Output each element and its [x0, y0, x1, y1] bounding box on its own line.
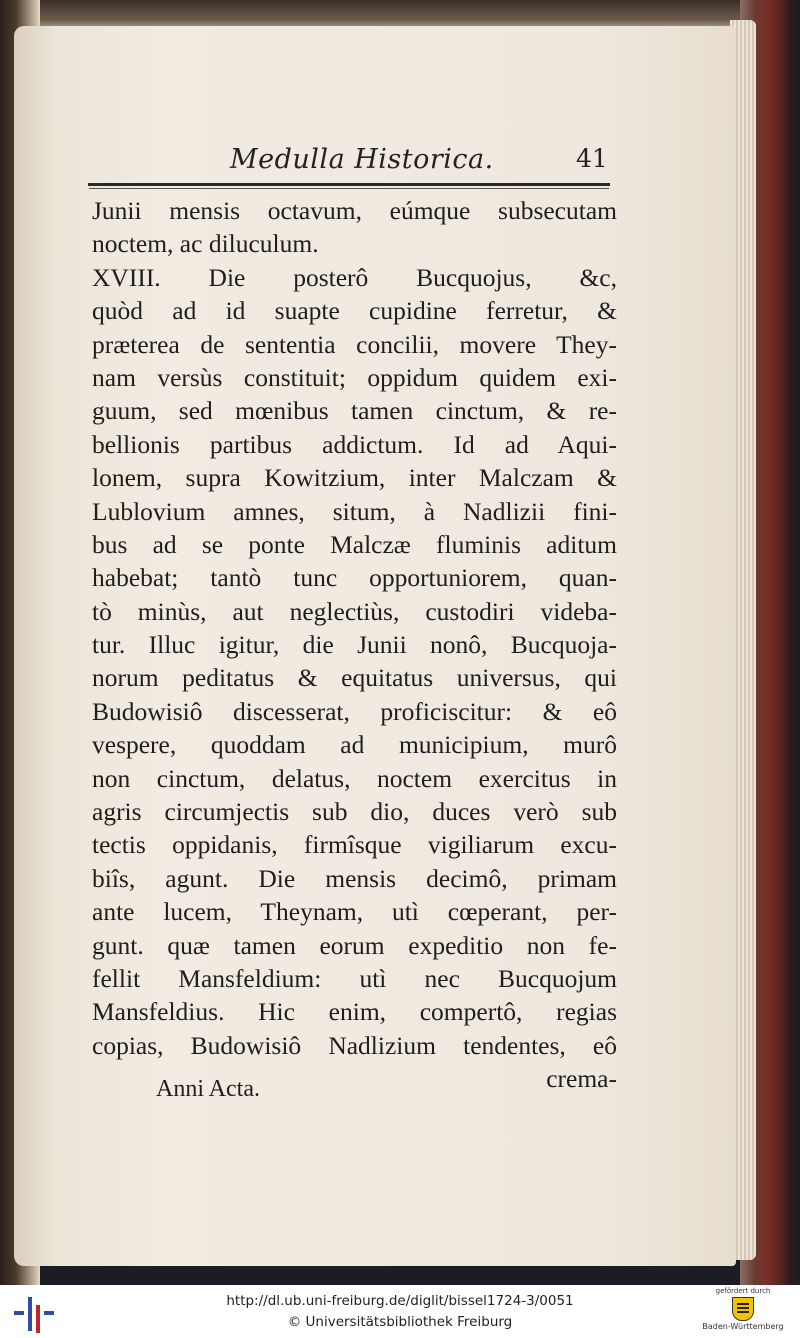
- text-line: Junii mensis octavum, eúmque subsecutam: [92, 196, 617, 225]
- text-line: biîs, agunt. Die mensis decimô, primam: [92, 863, 617, 893]
- text-line: bus ad se ponte Malczæ fluminis aditum: [92, 529, 617, 559]
- text-line: tò minùs, aut neglectiùs, custodiri videba-: [92, 596, 617, 626]
- text-line: præterea de sententia concilii, movere They-: [92, 329, 617, 359]
- text-line: tectis oppidanis, firmîsque vigiliarum excu-: [92, 830, 617, 860]
- book-top-edge: [0, 0, 800, 28]
- text-line: Lublovium amnes, situm, à Nadlizii fini-: [92, 496, 617, 526]
- sponsor-label: gefördert durch: [715, 1287, 771, 1295]
- text-line: guum, sed mœnibus tamen cinctum, & re-: [92, 396, 617, 426]
- text-line: non cinctum, delatus, noctem exercitus in: [92, 763, 617, 793]
- text-line: crema-: [546, 1064, 617, 1094]
- text-line: fellit Mansfeldium: utì nec Bucquojum: [92, 963, 617, 993]
- text-line: habebat; tantò tunc opportuniorem, quan-: [92, 563, 617, 593]
- page-number: 41: [576, 144, 608, 173]
- text-line: ante lucem, Theynam, utì cœperant, per-: [92, 897, 617, 927]
- text-line: tur. Illuc igitur, die Junii nonô, Bucquoja-: [92, 630, 617, 660]
- header-rule: [88, 183, 610, 186]
- text-line: norum peditatus & equitatus universus, qui: [92, 663, 617, 693]
- text-line: Budowisiô discesserat, proficiscitur: & eô: [92, 696, 617, 726]
- text-line: lonem, supra Kowitzium, inter Malczam &: [92, 463, 617, 493]
- page-header: [230, 144, 610, 188]
- crest-icon: [732, 1297, 754, 1321]
- text-line: nam versùs constituit; oppidum quidem exi-: [92, 362, 617, 392]
- text-line: agris circumjectis sub dio, duces verò sub: [92, 797, 617, 827]
- body-text: [92, 194, 617, 1096]
- viewer-footer: [0, 1285, 800, 1338]
- text-line: XVIII. Die posterô Bucquojus, &c,: [92, 262, 617, 292]
- sponsor-name: Baden-Württemberg: [702, 1322, 784, 1331]
- text-line: bellionis partibus addictum. Id ad Aqui-: [92, 429, 617, 459]
- text-line: copias, Budowisiô Nadlizium tendentes, eô: [92, 1030, 617, 1060]
- text-line: gunt. quæ tamen eorum expeditio non fe-: [92, 930, 617, 960]
- text-line: quòd ad id suapte cupidine ferretur, &: [92, 296, 617, 326]
- text-line: noctem, ac diluculum.: [92, 229, 319, 259]
- text-line: Mansfeldius. Hic enim, compertô, regias: [92, 997, 617, 1027]
- sponsor-badge[interactable]: [690, 1287, 796, 1337]
- permalink-url[interactable]: http://dl.ub.uni-freiburg.de/diglit/bissel1724-3/0051: [226, 1293, 574, 1309]
- catchword: Anni Acta.: [156, 1076, 260, 1102]
- running-title: Medulla Historica.: [230, 144, 494, 175]
- copyright-notice: © Universitätsbibliothek Freiburg: [287, 1314, 513, 1330]
- text-line: vespere, quoddam ad municipium, murô: [92, 730, 617, 760]
